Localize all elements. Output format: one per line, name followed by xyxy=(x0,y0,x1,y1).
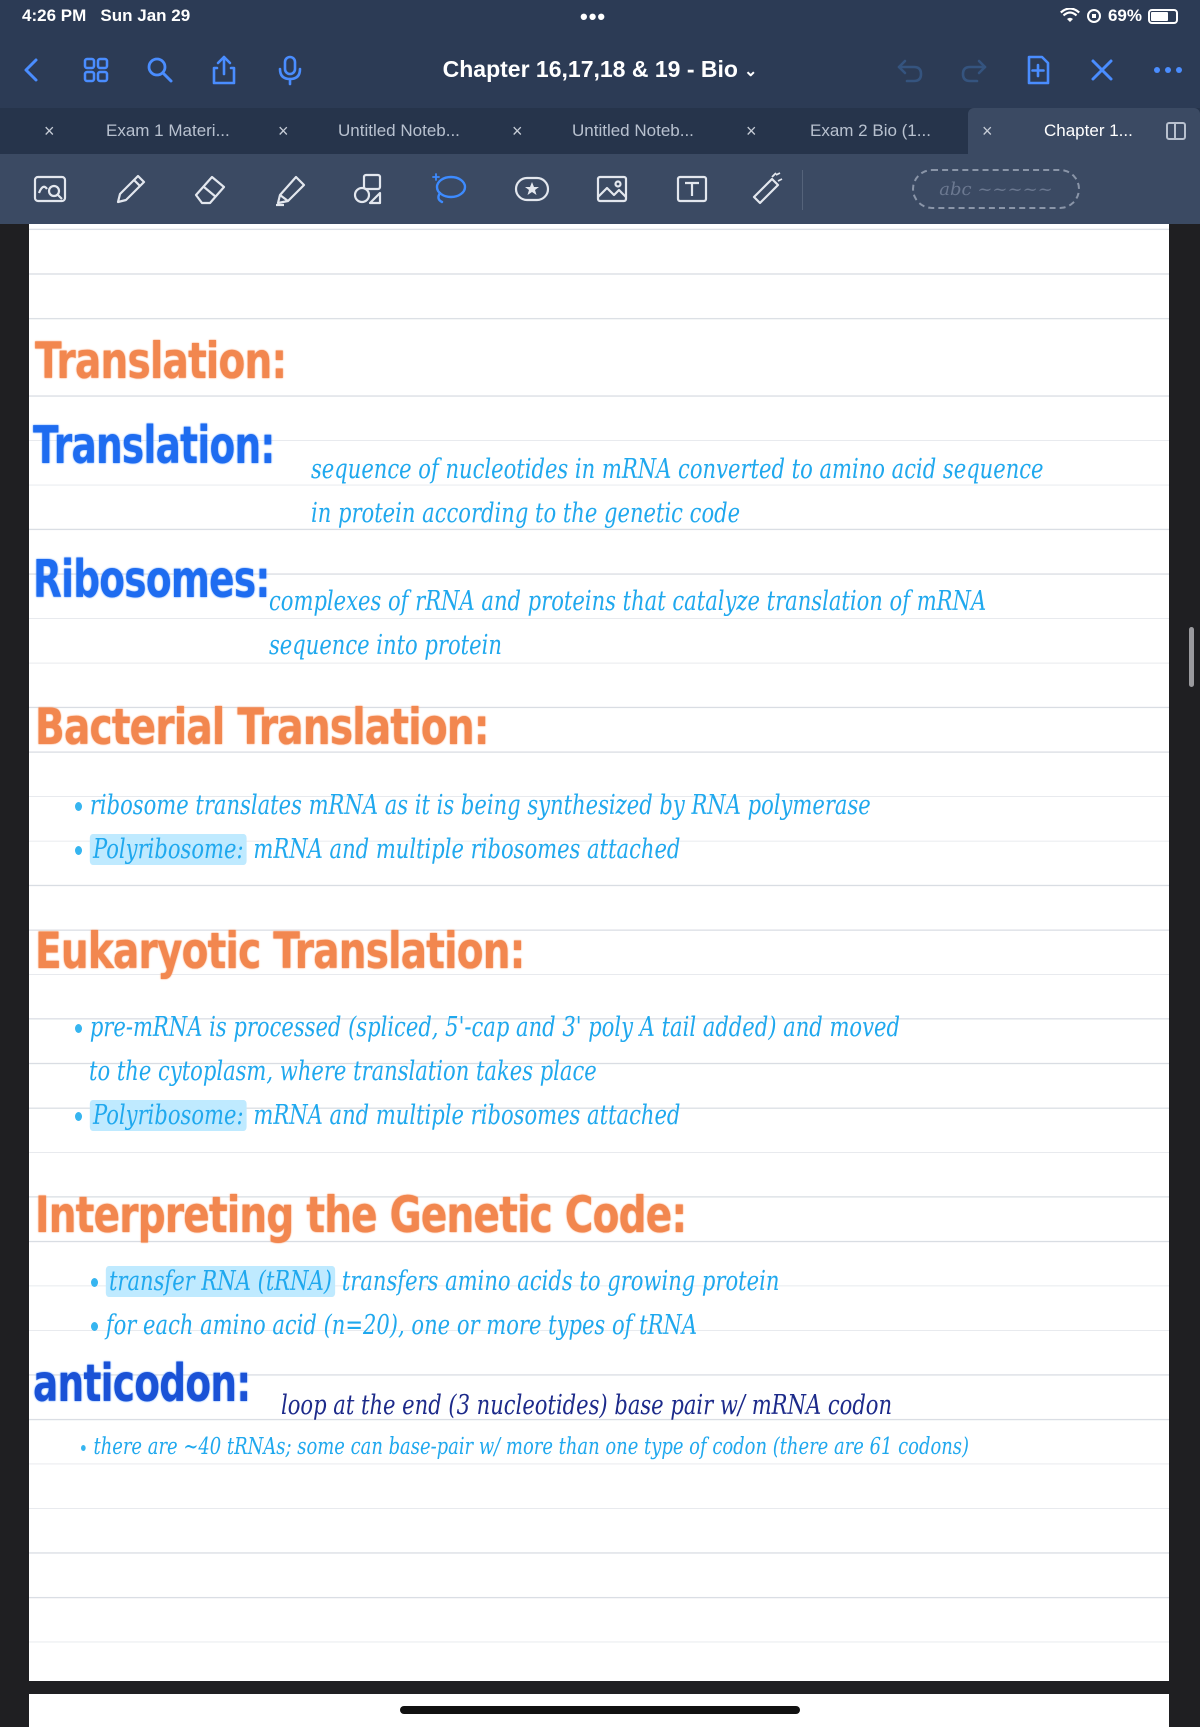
share-button[interactable] xyxy=(204,50,244,90)
multitasking-dots[interactable]: ••• xyxy=(580,4,607,29)
battery-percent: 69% xyxy=(1107,6,1142,25)
eraser-icon xyxy=(190,169,230,209)
redo-button[interactable] xyxy=(954,50,994,90)
heading-translation: Translation: xyxy=(35,332,287,390)
text-icon xyxy=(672,169,712,209)
highlighted-term: Polyribosome: xyxy=(90,834,247,865)
tab-label: Untitled Noteb... xyxy=(572,121,694,140)
lasso-icon xyxy=(430,169,470,209)
tab-label: Exam 1 Materi... xyxy=(106,121,230,140)
chevron-left-icon xyxy=(15,53,49,87)
search-icon xyxy=(143,53,177,87)
tab-label: Exam 2 Bio (1... xyxy=(810,121,931,140)
bullet-dot xyxy=(75,1112,82,1121)
shapes-icon xyxy=(350,169,390,209)
handwriting-to-text-box[interactable]: abc ~~~~~ xyxy=(912,169,1080,209)
zoom-window-icon xyxy=(30,169,70,209)
sticker-icon xyxy=(512,169,552,209)
bullet-dot xyxy=(75,802,82,811)
tab-close-icon[interactable]: × xyxy=(44,120,55,141)
eukaryotic-bullet-1-line-2: to the cytoplasm, where translation takes place xyxy=(89,1056,597,1087)
undo-button[interactable] xyxy=(890,50,930,90)
tab-exam-1[interactable] xyxy=(0,108,260,154)
microphone-icon xyxy=(273,53,307,87)
tab-untitled-1[interactable] xyxy=(260,108,494,154)
tab-close-icon[interactable]: × xyxy=(746,120,757,141)
share-icon xyxy=(207,53,241,87)
more-button[interactable] xyxy=(1148,50,1188,90)
toolbar-divider xyxy=(802,170,803,210)
bullet-dot xyxy=(81,1445,86,1451)
def-ribosomes-line-2: sequence into protein xyxy=(269,630,502,661)
heading-interpreting-genetic-code: Interpreting the Genetic Code: xyxy=(35,1186,687,1244)
highlighted-term: Polyribosome: xyxy=(90,1100,247,1131)
microphone-button[interactable] xyxy=(270,50,310,90)
term-anticodon: anticodon: xyxy=(33,1354,251,1414)
term-translation: Translation: xyxy=(33,416,275,476)
zoom-window-tool[interactable] xyxy=(26,166,74,212)
back-button[interactable] xyxy=(12,50,52,90)
highlighter-tool[interactable] xyxy=(266,166,314,212)
grid-icon xyxy=(79,53,113,87)
battery-icon xyxy=(1148,9,1178,24)
add-page-icon xyxy=(1021,53,1055,87)
pen-icon xyxy=(110,169,150,209)
tab-chapter[interactable] xyxy=(968,108,1200,154)
sticker-tool[interactable] xyxy=(508,166,556,212)
close-icon xyxy=(1085,53,1119,87)
grid-button[interactable] xyxy=(76,50,116,90)
def-translation-line-2: in protein according to the genetic code xyxy=(311,498,741,529)
interpreting-bullet-2: for each amino acid (n=20), one or more types of tRNA xyxy=(91,1310,697,1341)
def-anticodon: loop at the end (3 nucleotides) base pair w/ mRNA codon xyxy=(281,1390,893,1421)
eraser-tool[interactable] xyxy=(186,166,234,212)
pen-tool[interactable] xyxy=(106,166,154,212)
redo-icon xyxy=(957,53,991,87)
document-title[interactable]: Chapter 16,17,18 & 19 - Bio ⌄ xyxy=(442,56,758,82)
heading-bacterial-translation: Bacterial Translation: xyxy=(35,698,489,756)
bacterial-bullet-2: Polyribosome: mRNA and multiple ribosomes attached xyxy=(75,834,680,865)
more-icon xyxy=(1151,53,1185,87)
shapes-tool[interactable] xyxy=(346,166,394,212)
heading-eukaryotic-translation: Eukaryotic Translation: xyxy=(35,922,525,980)
image-icon xyxy=(592,169,632,209)
laser-pointer-tool[interactable] xyxy=(742,166,790,212)
undo-icon xyxy=(893,53,927,87)
tab-label: Untitled Noteb... xyxy=(338,121,460,140)
bullet-dot xyxy=(91,1322,98,1331)
tab-untitled-2[interactable] xyxy=(494,108,728,154)
tab-close-icon[interactable]: × xyxy=(278,120,289,141)
image-tool[interactable] xyxy=(588,166,636,212)
eukaryotic-bullet-2: Polyribosome: mRNA and multiple ribosomes attached xyxy=(75,1100,680,1131)
app-chrome xyxy=(0,0,1200,108)
laser-icon xyxy=(746,169,786,209)
anticodon-bullet: there are ~40 tRNAs; some can base-pair w/ more than one type of codon (there are 61 codons) xyxy=(81,1434,969,1460)
text-tool[interactable] xyxy=(668,166,716,212)
tab-bar xyxy=(0,108,1200,154)
lasso-tool[interactable] xyxy=(426,166,474,212)
status-right xyxy=(1060,6,1178,26)
interpreting-bullet-1: transfer RNA (tRNA) transfers amino acids to growing protein xyxy=(91,1266,779,1297)
chevron-down-icon: ⌄ xyxy=(743,62,758,80)
term-ribosomes: Ribosomes: xyxy=(33,550,270,610)
split-view-icon[interactable] xyxy=(1164,119,1188,143)
tab-close-icon[interactable]: × xyxy=(512,120,523,141)
add-page-button[interactable] xyxy=(1018,50,1058,90)
wifi-icon xyxy=(1060,8,1080,24)
vertical-scrollbar[interactable] xyxy=(1189,627,1194,687)
highlighted-term: transfer RNA (tRNA) xyxy=(106,1266,335,1297)
status-time: 4:26 PM Sun Jan 29 xyxy=(22,6,191,25)
home-indicator[interactable] xyxy=(400,1706,800,1714)
notebook-page[interactable] xyxy=(29,224,1169,1681)
highlighter-icon xyxy=(270,169,310,209)
tab-label: Chapter 1... xyxy=(1044,121,1133,140)
orientation-lock-icon xyxy=(1086,8,1102,24)
tab-exam-2[interactable] xyxy=(728,108,968,154)
bullet-dot xyxy=(75,846,82,855)
search-button[interactable] xyxy=(140,50,180,90)
def-translation-line-1: sequence of nucleotides in mRNA converted to amino acid sequence xyxy=(311,454,1044,485)
def-ribosomes-line-1: complexes of rRNA and proteins that catalyze translation of mRNA xyxy=(269,586,987,617)
bullet-dot xyxy=(91,1278,98,1287)
eukaryotic-bullet-1-line-1: pre-mRNA is processed (spliced, 5'-cap and 3' poly A tail added) and moved xyxy=(75,1012,900,1043)
bacterial-bullet-1: ribosome translates mRNA as it is being synthesized by RNA polymerase xyxy=(75,790,871,821)
bullet-dot xyxy=(75,1024,82,1033)
tab-close-icon[interactable]: × xyxy=(982,120,993,141)
close-button[interactable] xyxy=(1082,50,1122,90)
